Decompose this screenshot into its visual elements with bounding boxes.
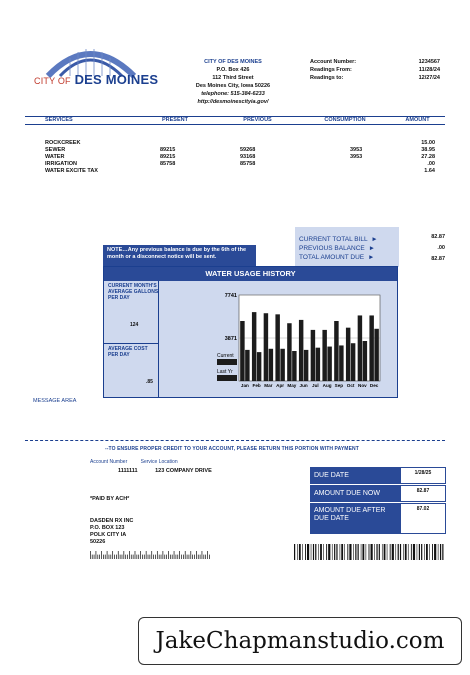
bar-last-yr [280,349,284,381]
barcode-bar [362,544,364,560]
barcode-bar [432,544,433,560]
barcode-bar [382,544,383,560]
barcode-bar [353,544,354,560]
service-consumption: 3953 [350,154,363,160]
table-row [45,147,435,154]
current-total-row [299,235,395,244]
barcode-bar [99,555,100,559]
remit-labels [90,459,190,465]
barcode-bar [190,551,191,559]
previous-balance-row [299,244,395,253]
x-tick-label: Sep [334,383,344,388]
bar-last-yr [339,345,343,381]
legend-last-yr-label: Last Yr [217,369,233,375]
current-total-value: 82.87 [431,234,445,240]
barcode-bar [142,555,143,559]
utility-po-box: P.O. Box 426 [216,67,250,73]
service-previous: 85758 [240,161,256,167]
due-box [310,467,446,535]
barcode-bar [408,544,409,560]
barcode-bar [334,544,335,560]
barcode-bar [196,551,197,559]
barcode-bar [107,551,108,559]
legend-last-yr-swatch [217,375,237,381]
barcode-bar [168,551,169,559]
barcode-bar [305,544,306,560]
table-row [45,154,435,161]
services-table [45,140,435,175]
message-area: MESSAGE AREA [33,398,77,404]
barcode-bar [97,555,98,559]
service-present [160,140,240,147]
y-tick-label: 7741 [224,293,237,299]
barcode-bar [320,544,322,560]
service-present: 89215 [160,154,176,160]
mail-line: DASDEN RX INC [90,518,134,524]
barcode-bar [376,544,377,560]
header-previous: PREVIOUS [243,117,272,123]
mail-line: P.O. BOX 123 [90,525,125,531]
account-number-label: Account Number: [310,59,357,65]
bar-last-yr [304,350,308,381]
water-usage-chart [159,281,397,397]
total-due-label: TOTAL AMOUNT DUE [299,254,365,261]
utility-address [178,58,288,106]
barcode-bar [440,544,441,560]
barcode-bar [153,555,154,559]
barcode-bar [120,555,121,559]
amount-after-label: AMOUNT DUE AFTER DUE DATE [310,503,400,534]
service-present: 85758 [160,161,176,167]
tear-line [25,440,445,441]
bar-last-yr [269,349,273,381]
barcode-bar [405,544,407,560]
barcode-bar [421,544,422,560]
total-due-row [299,253,395,262]
barcode-bar [340,544,341,560]
avg-gallons-label: CURRENT MONTH'S AVERAGE GALLONS PER DAY [108,283,159,301]
y-tick-label: 3871 [224,336,237,342]
utility-street: 112 Third Street [212,75,254,81]
barcode-bar [349,544,351,560]
barcode-bar [202,551,203,559]
barcode-bar [403,544,404,560]
barcode-bar [110,555,111,559]
barcode-bar [109,555,110,559]
account-number-row [310,58,440,66]
account-number-value: 1234567 [418,59,440,65]
x-tick-label: Feb [252,383,261,388]
bar-current [287,323,291,381]
bar-current [240,321,244,381]
avg-cost-label: AVERAGE COST PER DAY [108,346,148,358]
barcode-bar [161,555,162,559]
header-services: SERVICES [45,117,73,123]
utility-telephone: telephone: 515-384-6233 [201,91,265,97]
barcode-bar [138,555,139,559]
barcode-bar [318,544,319,560]
arrow-right-icon: ► [371,236,378,243]
barcode-bar [369,544,370,560]
bar-current [264,313,268,381]
service-previous [240,140,350,147]
barcode-bar [315,544,316,560]
remit-account-label: Account Number [90,459,128,465]
barcode-bar [438,544,439,560]
barcode-bar [297,544,298,560]
watermark: JakeChapmanstudio.com [138,617,462,665]
barcode-bar [302,544,303,560]
barcode-bar [137,555,138,559]
bar-current [334,321,338,381]
barcode-bar [146,551,147,559]
barcode-bar [429,544,430,560]
bar-current [358,315,362,381]
postal-barcode-icon [90,551,210,559]
barcode-bar [395,544,396,560]
services-header [25,116,445,125]
barcode-bar [442,544,443,560]
barcode-bar [189,555,190,559]
barcode-bar [200,555,201,559]
barcode-bar [177,555,178,559]
barcode-bar [179,551,180,559]
x-tick-label: Jan [240,383,249,388]
barcode-bar [371,544,373,560]
logo-name: DES MOINES [74,72,159,87]
service-consumption [350,168,410,175]
utility-url[interactable]: http://desmoinescityia.gov/ [197,99,269,105]
barcode-bar [311,544,312,560]
barcode-bar [127,555,128,559]
barcode-bar [390,544,391,560]
service-amount: 27.28 [421,154,435,160]
logo-wordmark [34,72,158,87]
bar-current [346,328,350,381]
barcode-bar [374,544,375,560]
service-present: 89215 [160,147,176,153]
barcode-bar [101,551,102,559]
remit-location-label: Service Location [140,459,178,465]
barcode-bar [417,544,418,560]
bar-last-yr [363,341,367,381]
service-consumption [350,140,410,147]
header-consumption: CONSUMPTION [324,117,366,123]
barcode-bar [419,544,420,560]
due-date-value: 1/28/25 [400,467,446,484]
service-previous [240,168,350,175]
usage-stats [104,281,159,397]
due-date-row [310,467,446,484]
barcode-bar [424,544,425,560]
bar-last-yr [327,347,331,381]
barcode-bar [150,555,151,559]
current-total-label: CURRENT TOTAL BILL [299,236,368,243]
table-row [45,168,435,175]
remit-values [118,468,228,474]
barcode-bar [114,555,115,559]
barcode-bar [205,555,206,559]
barcode-bar [192,555,193,559]
barcode-bar [112,551,113,559]
barcode-bar [209,555,210,559]
barcode-bar [187,555,188,559]
remit-account-value: 1111111 [118,468,138,474]
barcode-bar [347,544,348,560]
service-name: IRRIGATION [45,161,77,167]
header-present: PRESENT [162,117,188,123]
table-row [45,140,435,147]
barcode-bar [366,544,367,560]
barcode-bar [411,544,412,560]
water-usage-panel [103,266,398,398]
remit-instructions: --TO ENSURE PROPER CREDIT TO YOUR ACCOUNT, PLEASE RETURN THIS PORTION WITH PAYMENT [105,446,359,452]
barcode-bar [131,555,132,559]
barcode-bar [398,544,399,560]
barcode-bar [166,555,167,559]
bar-current [252,312,256,381]
barcode-bar [92,555,93,559]
x-tick-label: Dec [369,383,379,388]
barcode-bar [140,551,141,559]
barcode-bar [336,544,337,560]
barcode-bar [123,551,124,559]
avg-gallons-value: 124 [130,322,139,328]
previous-balance-label: PREVIOUS BALANCE [299,245,365,252]
paid-by-ach: *PAID BY ACH* [90,496,130,502]
arrow-right-icon: ► [368,245,375,252]
totals-values [400,232,445,265]
barcode-bar [400,544,401,560]
barcode-bar [355,544,356,560]
service-amount: 1.64 [424,168,435,174]
barcode-bar [125,555,126,559]
barcode-bar [392,544,394,560]
barcode-bar [328,544,330,560]
barcode-bar [129,551,130,559]
bar-last-yr [351,343,355,381]
utility-name: CITY OF DES MOINES [204,59,262,65]
barcode-bar [103,555,104,559]
remit-location-value: 123 COMPANY DRIVE [155,468,212,474]
barcode-bar [203,555,204,559]
service-previous: 59268 [240,147,256,153]
mail-line: 50226 [90,539,106,545]
barcode-bar [194,555,195,559]
readings-from-label: Readings From: [310,67,352,73]
service-amount: 38.95 [421,147,435,153]
arrow-right-icon: ► [367,254,375,261]
barcode-bar [105,555,106,559]
barcode-bar [170,555,171,559]
barcode-bar [307,544,309,560]
due-date-label: DUE DATE [310,467,400,484]
barcode-bar [341,544,343,560]
service-consumption: 3953 [350,147,363,153]
barcode-bar [387,544,388,560]
bar-current [322,330,326,381]
amount-due-now-row [310,485,446,502]
amount-due-now-label: AMOUNT DUE NOW [310,485,400,502]
barcode-bar [294,544,295,560]
barcode-bar [384,544,386,560]
bar-current [299,320,303,381]
total-due-value: 82.87 [431,256,445,262]
service-name: WATER [45,154,65,160]
barcode-bar [358,544,359,560]
x-tick-label: Aug [322,383,332,388]
stats-divider [104,343,159,344]
mailing-address [90,518,133,546]
barcode-bar [96,551,97,559]
bar-last-yr [292,351,296,381]
service-amount: 15.00 [421,140,435,146]
legend-current-swatch [217,359,237,365]
amount-after-value: 87.02 [400,503,446,534]
service-present [160,168,240,175]
barcode-bar [185,551,186,559]
barcode-bar [361,544,362,560]
barcode-bar [155,555,156,559]
service-amount: .00 [427,161,435,167]
totals-box [295,227,399,267]
readings-from-value: 11/28/24 [418,67,440,73]
amount-after-row [310,503,446,534]
previous-balance-value: .00 [437,245,445,251]
barcode-bar [434,544,436,560]
barcode-icon [294,544,444,560]
service-consumption [350,161,410,168]
bar-current [311,330,315,381]
service-name: SEWER [45,147,66,153]
utility-city-line: Des Moines City, Iowa 50226 [195,83,271,89]
bar-last-yr [316,348,320,381]
barcode-bar [151,551,152,559]
readings-to-label: Readings to: [310,75,344,81]
barcode-bar [122,555,123,559]
amount-due-now-value: 82.87 [400,485,446,502]
logo-city-of: CITY OF [34,76,71,86]
barcode-bar [148,555,149,559]
legend-current-label: Current [217,353,234,359]
barcode-bar [323,544,324,560]
barcode-bar [426,544,428,560]
barcode-bar [163,551,164,559]
barcode-bar [181,555,182,559]
service-name: ROCKCREEK [45,140,81,146]
balance-note: NOTE…Any previous balance is due by the 6th of the month or a disconnect notice will be sent. [103,245,256,267]
barcode-bar [332,544,333,560]
mail-line: POLK CITY IA [90,532,127,538]
table-row [45,161,435,168]
barcode-bar [135,551,136,559]
barcode-bar [144,555,145,559]
barcode-bar [172,555,173,559]
barcode-bar [157,551,158,559]
account-info [310,58,440,82]
barcode-bar [94,555,95,559]
readings-from-row [310,66,440,74]
barcode-bar [413,544,415,560]
bar-current [369,315,373,381]
barcode-bar [344,544,345,560]
bar-last-yr [245,350,249,381]
avg-cost-value: .85 [146,379,153,385]
header-amount: AMOUNT [405,117,430,123]
barcode-bar [299,544,301,560]
bar-last-yr [374,329,378,381]
readings-to-row [310,74,440,82]
barcode-bar [176,555,177,559]
x-tick-label: Apr [276,383,285,388]
barcode-bar [207,551,208,559]
barcode-bar [159,555,160,559]
barcode-bar [326,544,327,560]
x-tick-label: Jun [299,383,308,388]
x-tick-label: Jul [312,383,319,388]
barcode-bar [118,551,119,559]
barcode-bar [90,551,91,559]
service-name: WATER EXCITE TAX [45,168,98,174]
bar-current [275,314,279,381]
x-tick-label: Nov [358,383,367,388]
barcode-bar [174,551,175,559]
service-previous: 93168 [240,154,256,160]
barcode-bar [313,544,314,560]
barcode-bar [133,555,134,559]
barcode-bar [164,555,165,559]
x-tick-label: Oct [346,383,355,388]
x-tick-label: May [287,383,297,388]
water-usage-title: WATER USAGE HISTORY [104,267,397,281]
barcode-bar [116,555,117,559]
barcode-bar [198,555,199,559]
bar-last-yr [257,352,261,381]
barcode-bar [379,544,380,560]
x-tick-label: Mar [264,383,273,388]
barcode-bar [183,555,184,559]
readings-to-value: 12/27/24 [418,75,440,81]
